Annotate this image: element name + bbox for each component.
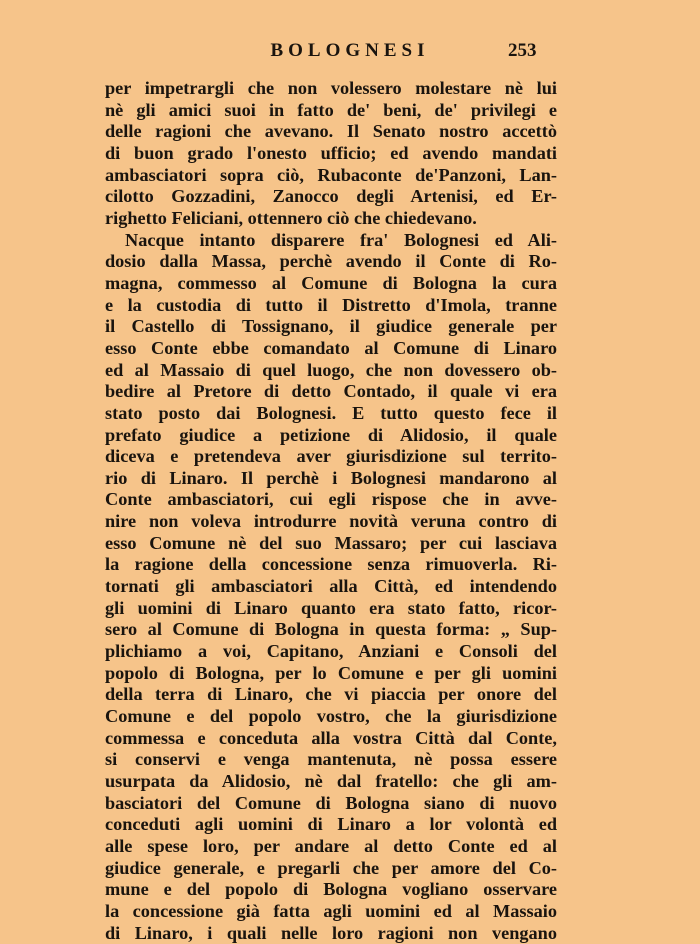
text-line: magna, commesso al Comune di Bologna la cura	[105, 272, 557, 293]
text-line: basciatori del Comune di Bologna siano di nuovo	[105, 792, 557, 813]
text-line: diceva e pretendeva aver giurisdizione sul territo-	[105, 446, 557, 467]
text-line: di Linaro, i quali nelle loro ragioni non vengano	[105, 922, 557, 943]
text-line: la concessione già fatta agli uomini ed al Massaio	[105, 900, 557, 921]
text-line: bedire al Pretore di detto Contado, il quale vi era	[105, 381, 557, 402]
text-line: il Castello di Tossignano, il giudice generale per	[105, 316, 557, 337]
running-title: BOLOGNESI	[270, 40, 430, 61]
text-line: sero al Comune di Bologna in questa forma: „ Sup-	[105, 619, 557, 640]
text-line: gli uomini di Linaro quanto era stato fatto, ricor-	[105, 597, 557, 618]
text-line: plichiamo a voi, Capitano, Anziani e Consoli del	[105, 641, 557, 662]
text-line: righetto Feliciani, ottennero ciò che chiedevano.	[105, 207, 477, 228]
text-line: conceduti agli uomini di Linaro a lor volontà ed	[105, 814, 557, 835]
text-line: mune e del popolo di Bologna vogliano osservare	[105, 879, 557, 900]
text-line: commessa e conceduta alla vostra Città dal Conte,	[105, 727, 557, 748]
text-line: ambasciatori sopra ciò, Rubaconte de'Panzoni, Lan-	[105, 164, 557, 185]
text-line: si conservi e venga mantenuta, nè possa essere	[105, 749, 557, 770]
text-line: tornati gli ambasciatori alla Città, ed intendendo	[105, 576, 557, 597]
text-line: delle ragioni che avevano. Il Senato nostro accettò	[105, 121, 557, 142]
text-line: Conte ambasciatori, cui egli rispose che in avve-	[105, 489, 557, 510]
text-line: di buon grado l'onesto ufficio; ed avendo mandati	[105, 142, 557, 163]
text-line: popolo di Bologna, per lo Comune e per gli uomini	[105, 662, 557, 683]
text-line: Nacque intanto disparere fra' Bolognesi ed Ali-	[125, 229, 557, 250]
text-line: usurpata da Alidosio, nè dal fratello: che gli am-	[105, 771, 557, 791]
text-line: cilotto Gozzadini, Zanocco degli Artenisi, ed Er-	[105, 186, 557, 207]
text-line: ed al Massaio di quel luogo, che non dovessero ob-	[105, 359, 557, 380]
text-line: della terra di Linaro, che vi piaccia per onore del	[105, 684, 557, 705]
text-line: nè gli amici suoi in fatto de' beni, de' privilegi e	[105, 99, 557, 120]
text-line: Comune e del popolo vostro, che la giurisdizione	[105, 706, 557, 727]
text-line: nire non voleva introdurre novità veruna contro di	[105, 511, 557, 532]
text-line: esso Comune nè del suo Massaro; per cui lasciava	[105, 532, 557, 553]
text-line: e la custodia di tutto il Distretto d'Imola, tranne	[105, 294, 557, 315]
text-line: prefato giudice a petizione di Alidosio, il quale	[105, 424, 557, 445]
text-line: per impetrargli che non volessero molestare nè lui	[105, 78, 557, 98]
text-line: alle spese loro, per andare al detto Conte ed al	[105, 835, 557, 856]
text-line: rio di Linaro. Il perchè i Bolognesi mandarono al	[105, 467, 557, 488]
body-text	[105, 78, 557, 944]
text-line: la ragione della concessione senza rimuoverla. Ri-	[105, 554, 557, 575]
text-line: dosio dalla Massa, perchè avendo il Conte di Ro-	[105, 251, 557, 272]
text-line: stato posto dai Bolognesi. E tutto questo fece il	[105, 402, 557, 423]
text-line: giudice generale, e pregarli che per amore del Co-	[105, 857, 557, 878]
text-line: esso Conte ebbe comandato al Comune di Linaro	[105, 337, 557, 358]
page-number: 253	[508, 40, 537, 61]
